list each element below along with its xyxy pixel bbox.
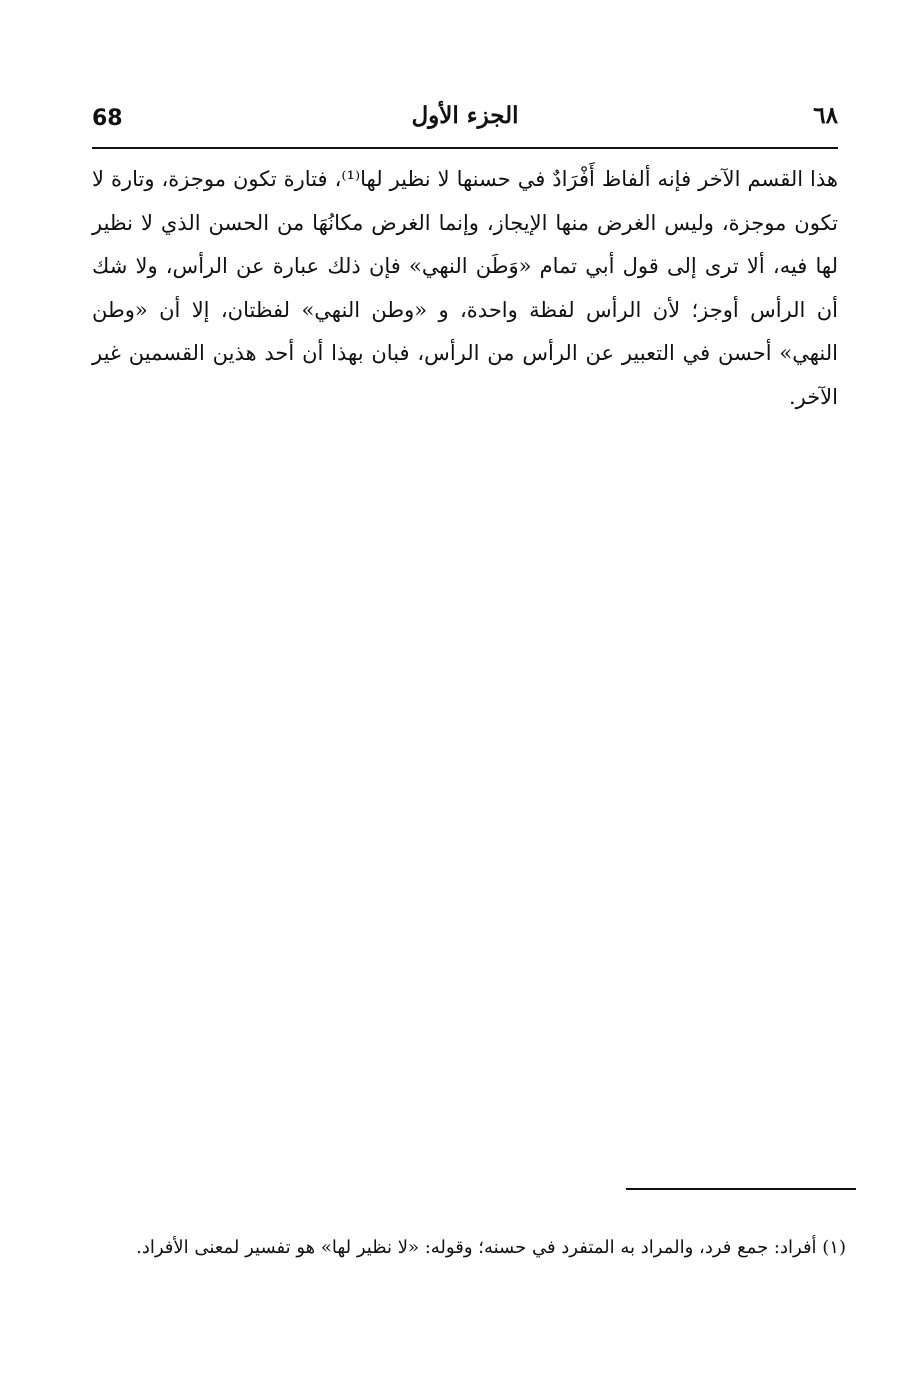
page-number-arabic: ٦٨ [813, 102, 838, 129]
body-paragraph: هذا القسم الآخر فإنه ألفاظ أَفْرَادٌ في حسنها لا نظير لها⁽¹⁾، فتارة تكون موجزة، وتارة لا تكون موجزة، وليس الغرض منها الإيجاز، وإنما الغرض مكانُهَا من الحسن الذي لا نظير لها فيه، ألا ترى إلى قول أبي تمام «وَطَن النهي» فإن ذلك عبارة عن الرأس، ولا شك أن الرأس أوجز؛ لأن الرأس لفظة واحدة، و «وطن النهي» لفظتان، إلا أن «وطن النهي» أحسن في التعبير عن الرأس من الرأس، فبان بهذا أن أحد هذين القسمين غير الآخر. [92, 167, 838, 409]
footnote-divider [626, 1188, 856, 1190]
page-header [92, 100, 838, 144]
page-number-latin: 68 [92, 106, 123, 131]
footnote: (١) أفراد: جمع فرد، والمراد به المتفرد في حسنه؛ وقوله: «لا نظير لها» هو تفسير لمعنى الأفراد. [136, 1237, 846, 1258]
header-divider [92, 147, 838, 149]
running-title: الجزء الأول [411, 102, 519, 129]
